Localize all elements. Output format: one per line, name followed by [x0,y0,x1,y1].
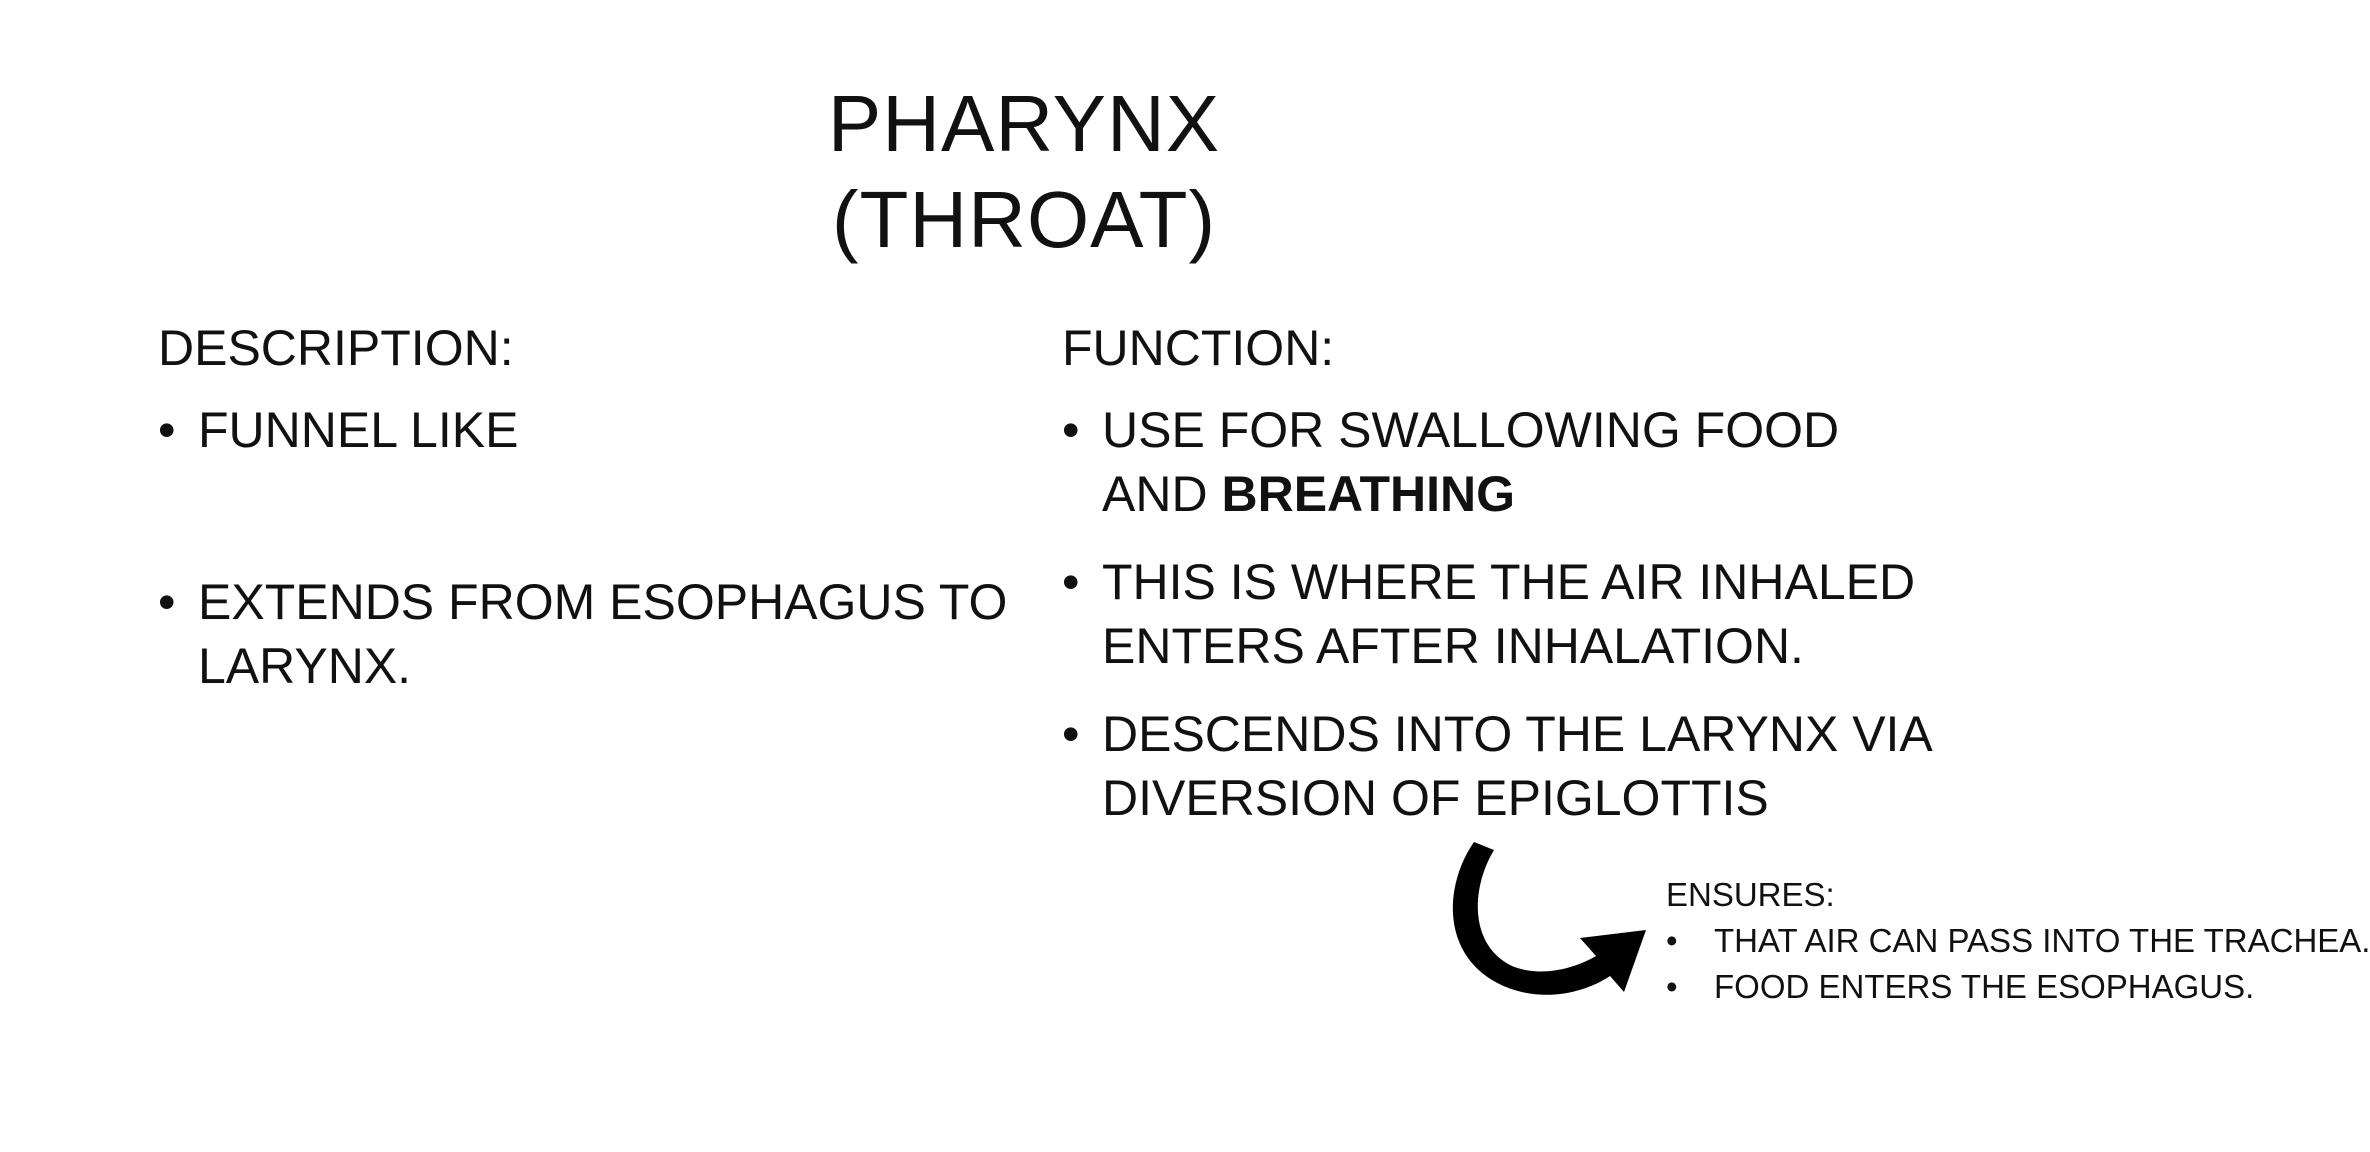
function-bullet-1-text: USE FOR SWALLOWING FOOD AND [1102,402,1840,522]
function-bullet-2: • THIS IS WHERE THE AIR INHALED ENTERS AFTER INHALATION. [1062,550,1942,678]
description-column [158,316,1008,698]
ensures-note [1666,872,2370,1010]
function-bullet-1 [1062,398,1942,526]
note-item-1-text: THAT AIR CAN PASS INTO THE TRACHEA. [1714,922,2370,959]
slide-title [0,76,2048,268]
function-list [1062,398,1942,830]
function-bullet-1-bold: BREATHING [1221,466,1515,522]
note-item-2 [1666,964,2255,1010]
note-item-1 [1666,918,2370,964]
function-column [1062,316,1942,830]
note-item-2-text: FOOD ENTERS THE ESOPHAGUS. [1714,968,2255,1005]
function-heading: FUNCTION: [1062,320,1335,376]
description-list [158,398,1008,698]
description-heading: DESCRIPTION: [158,320,514,376]
function-bullet-3: • DESCENDS INTO THE LARYNX VIA DIVERSION OF EPIGLOTTIS [1062,702,1942,830]
title-line-1: PHARYNX [827,79,1221,168]
title-line-2: (THROAT) [831,175,1217,264]
note-bullet-1: • [1666,922,1678,959]
description-bullet-2: • EXTENDS FROM ESOPHAGUS TO LARYNX. [158,570,1008,698]
note-bullet-2: • [1666,968,1678,1005]
note-heading: ENSURES: [1666,876,1835,913]
curved-arrow-icon [1440,820,1660,1010]
description-bullet-1: • FUNNEL LIKE [158,398,1008,462]
